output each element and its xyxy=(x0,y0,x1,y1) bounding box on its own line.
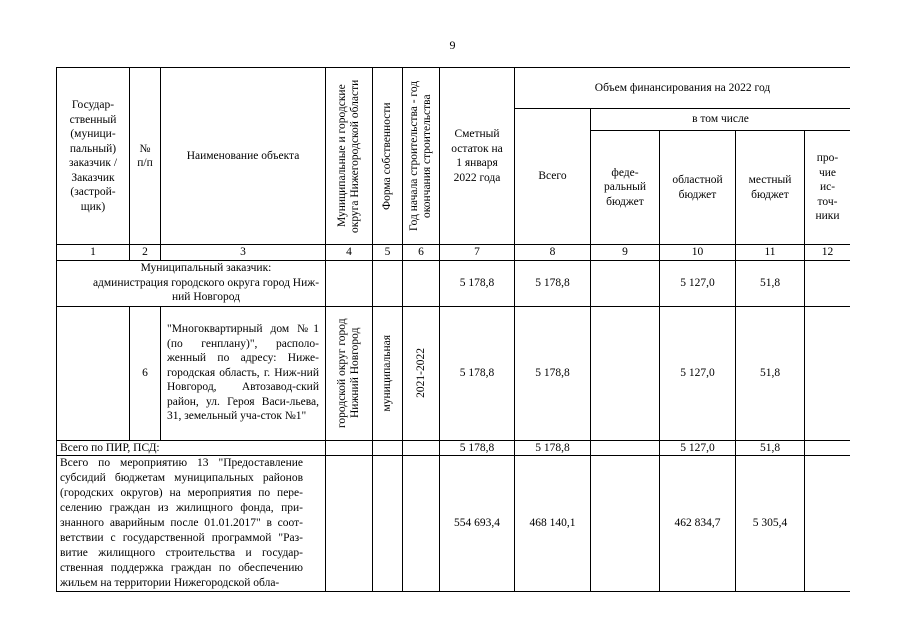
column-number: 11 xyxy=(736,245,805,261)
object-row xyxy=(57,306,851,440)
local-value: 51,8 xyxy=(736,260,805,306)
total-pir-label: Всего по ПИР, ПСД: xyxy=(57,440,326,456)
total-pir-row xyxy=(57,440,851,456)
regional-value: 5 127,0 xyxy=(660,260,736,306)
object-ownership-form: муниципальная xyxy=(373,306,403,440)
object-no: 6 xyxy=(130,306,161,440)
event-13-label: Всего по мероприятию 13 "Предоставление субсидий бюджетам муниципальных районов (городских округов) на мероприятия по пере-селению граждан из жилищного фонда, при-знанного аварийным после 01.01.2017" в соот-ветствии с государственной программой "Раз-витие жилищного строительства и государ-ственная поддержка граждан по обеспечению жильем на территории Нижегородской обла- xyxy=(57,456,326,592)
local-value: 51,8 xyxy=(736,440,805,456)
other-value xyxy=(805,456,851,592)
column-number: 2 xyxy=(130,245,161,261)
column-number: 6 xyxy=(403,245,440,261)
federal-value xyxy=(591,306,660,440)
local-value: 51,8 xyxy=(736,306,805,440)
total-value: 5 178,8 xyxy=(515,440,591,456)
empty-cell xyxy=(403,440,440,456)
header-ownership-form: Форма собственности xyxy=(373,68,403,245)
empty-cell xyxy=(326,456,373,592)
financing-table-wrapper xyxy=(56,67,850,592)
other-value xyxy=(805,306,851,440)
header-customer: Государ- ственный (муници- пальный) заказчик / Заказчик (застрой- щик) xyxy=(57,68,130,245)
header-regional: областной бюджет xyxy=(660,131,736,245)
empty-cell xyxy=(57,306,130,440)
empty-cell xyxy=(373,260,403,306)
header-no: № п/п xyxy=(130,68,161,245)
other-value xyxy=(805,260,851,306)
header-object-name: Наименование объекта xyxy=(161,68,326,245)
header-row-1 xyxy=(57,68,851,109)
regional-value: 5 127,0 xyxy=(660,306,736,440)
header-including: в том числе xyxy=(591,109,851,131)
empty-cell xyxy=(373,456,403,592)
federal-value xyxy=(591,260,660,306)
header-financing-volume: Объем финансирования на 2022 год xyxy=(515,68,851,109)
empty-cell xyxy=(326,440,373,456)
federal-value xyxy=(591,440,660,456)
estimated-balance-value: 5 178,8 xyxy=(440,440,515,456)
empty-cell xyxy=(326,260,373,306)
regional-value: 462 834,7 xyxy=(660,456,736,592)
municipal-customer-label: Муниципальный заказчик: администрация городского округа город Ниж- ний Новгород xyxy=(57,260,326,306)
total-value: 5 178,8 xyxy=(515,306,591,440)
column-number: 9 xyxy=(591,245,660,261)
other-value xyxy=(805,440,851,456)
header-other: про- чие ис- точ- ники xyxy=(805,131,851,245)
header-total: Всего xyxy=(515,109,591,245)
header-estimated-balance: Сметный остаток на 1 января 2022 года xyxy=(440,68,515,245)
column-number: 5 xyxy=(373,245,403,261)
column-number: 1 xyxy=(57,245,130,261)
column-number: 3 xyxy=(161,245,326,261)
header-municipality: Муниципальные и городские округа Нижегородской области xyxy=(326,68,373,245)
page-number: 9 xyxy=(449,38,456,52)
header-local: местный бюджет xyxy=(736,131,805,245)
regional-value: 5 127,0 xyxy=(660,440,736,456)
empty-cell xyxy=(403,456,440,592)
financing-table xyxy=(56,67,850,592)
column-number: 12 xyxy=(805,245,851,261)
column-number: 10 xyxy=(660,245,736,261)
municipal-customer-row xyxy=(57,260,851,306)
federal-value xyxy=(591,456,660,592)
object-name: "Многоквартирный дом №1 (по генплану)", располо-женный по адресу: Ниже-городская область, г. Ниж-ний Новгород, Автозавод-ский район, ул. Героя Васи-льева, 31, земельный уча-сток №1" xyxy=(161,306,326,440)
column-number: 4 xyxy=(326,245,373,261)
empty-cell xyxy=(373,440,403,456)
object-municipality: городской округ город Нижний Новгород xyxy=(326,306,373,440)
estimated-balance-value: 554 693,4 xyxy=(440,456,515,592)
estimated-balance-value: 5 178,8 xyxy=(440,306,515,440)
column-number-row xyxy=(57,245,851,261)
column-number: 7 xyxy=(440,245,515,261)
estimated-balance-value: 5 178,8 xyxy=(440,260,515,306)
object-years: 2021-2022 xyxy=(403,306,440,440)
total-value: 5 178,8 xyxy=(515,260,591,306)
header-federal: феде- ральный бюджет xyxy=(591,131,660,245)
header-construction-years: Год начала строительства - год окончания строительства xyxy=(403,68,440,245)
empty-cell xyxy=(403,260,440,306)
column-number: 8 xyxy=(515,245,591,261)
local-value: 5 305,4 xyxy=(736,456,805,592)
event-13-row xyxy=(57,456,851,592)
total-value: 468 140,1 xyxy=(515,456,591,592)
